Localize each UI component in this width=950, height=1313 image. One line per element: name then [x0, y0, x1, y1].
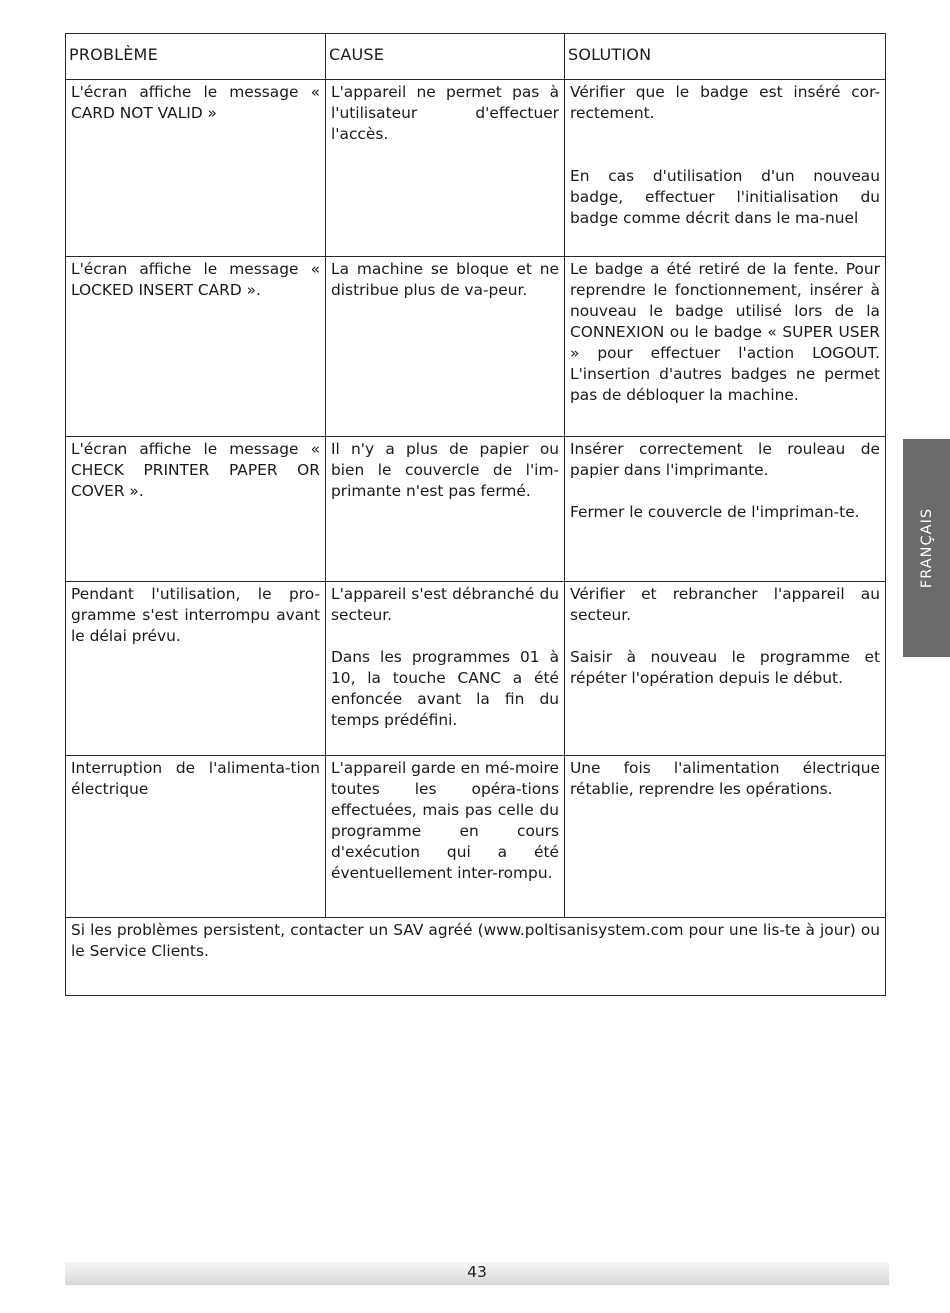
solution-paragraph: Saisir à nouveau le programme et répéter l'opération depuis le début. — [570, 648, 880, 687]
table-header-row — [66, 34, 886, 80]
table-footer-row — [66, 918, 886, 996]
cause-cell: Il n'y a plus de papier ou bien le couvercle de l'im-primante n'est pas fermé. — [326, 437, 565, 582]
paragraph-spacer — [331, 626, 559, 647]
solution-paragraph: Insérer correctement le rouleau de papier dans l'imprimante. — [570, 440, 880, 479]
paragraph-spacer — [570, 626, 880, 647]
page-number: 43 — [467, 1263, 487, 1281]
paragraph-spacer — [570, 145, 880, 166]
paragraph-spacer — [570, 124, 880, 145]
cause-paragraph: Dans les programmes 01 à 10, la touche CANC a été enfoncée avant la fin du temps prédéfini. — [331, 648, 559, 729]
header-problem: PROBLÈME — [66, 34, 326, 80]
troubleshooting-table — [65, 33, 886, 996]
solution-cell: Une fois l'alimentation électrique rétablie, reprendre les opérations. — [565, 756, 886, 918]
cause-cell: L'appareil garde en mé-moire toutes les opéra-tions effectuées, mais pas celle du programme en cours d'exécution qui a été éventuellement inter-rompu. — [326, 756, 565, 918]
language-side-tab — [903, 439, 950, 657]
footer-note: Si les problèmes persistent, contacter un SAV agréé (www.poltisanisystem.com pour une lis-te à jour) ou le Service Clients. — [66, 918, 886, 996]
table-row — [66, 756, 886, 918]
table-row — [66, 80, 886, 257]
cause-paragraph: L'appareil s'est débranché du secteur. — [331, 585, 559, 624]
cause-cell: L'appareil ne permet pas à l'utilisateur d'effectuer l'accès. — [326, 80, 565, 257]
table-row — [66, 257, 886, 437]
cause-cell: La machine se bloque et ne distribue plus de va-peur. — [326, 257, 565, 437]
problem-cell: Pendant l'utilisation, le pro-gramme s'est interrompu avant le délai prévu. — [66, 582, 326, 756]
language-label: FRANÇAIS — [918, 507, 935, 589]
solution-cell: Le badge a été retiré de la fente. Pour reprendre le fonctionnement, insérer à nouveau le badge utilisé lors de la CONNEXION ou le badge « SUPER USER » pour effectuer l'action LOGOUT. L'insertion d'autres badges ne permet pas de débloquer la machine. — [565, 257, 886, 437]
solution-paragraph: Vérifier et rebrancher l'appareil au secteur. — [570, 585, 880, 624]
page-footer-bar — [65, 1262, 889, 1285]
header-cause: CAUSE — [326, 34, 565, 80]
solution-cell — [565, 437, 886, 582]
problem-cell: L'écran affiche le message « CARD NOT VALID » — [66, 80, 326, 257]
solution-paragraph: En cas d'utilisation d'un nouveau badge, effectuer l'initialisation du badge comme décrit dans le ma-nuel — [570, 167, 880, 227]
solution-paragraph: Vérifier que le badge est inséré cor-rectement. — [570, 83, 880, 122]
problem-cell: L'écran affiche le message « CHECK PRINTER PAPER OR COVER ». — [66, 437, 326, 582]
solution-paragraph: Fermer le couvercle de l'impriman-te. — [570, 503, 860, 521]
table-row — [66, 437, 886, 582]
problem-cell: L'écran affiche le message « LOCKED INSERT CARD ». — [66, 257, 326, 437]
paragraph-spacer — [570, 481, 880, 502]
table-row — [66, 582, 886, 756]
solution-cell — [565, 582, 886, 756]
cause-cell — [326, 582, 565, 756]
header-solution: SOLUTION — [565, 34, 886, 80]
solution-cell — [565, 80, 886, 257]
problem-cell: Interruption de l'alimenta-tion électrique — [66, 756, 326, 918]
